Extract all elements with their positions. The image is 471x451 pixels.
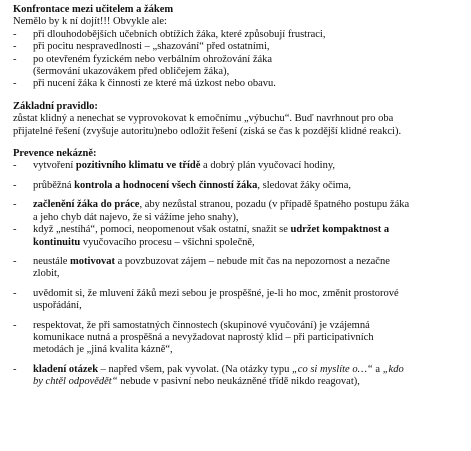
section-prevention bbox=[13, 148, 465, 389]
list-item: - začlenění žáka do práce, aby nezůstal stranou, pozadu (v případě špatného postupu žáka a jeho chyb dát najevo, že si vážíme jeho snahy), bbox=[13, 199, 410, 223]
list-item: - když „nestíhá“, pomoci, neopomenout však ostatní, snažit se udržet kompaktnost a kontinuitu vyučovacího procesu – všichni společně, bbox=[13, 224, 390, 248]
rule-line-1: zůstat klidný a nenechat se vyprovokovat k emočnímu „výbuchu“. Buď navrhnout pro oba bbox=[13, 113, 394, 125]
list-item: - při nucení žáka k činnosti ze které má úzkost nebo obavu. bbox=[13, 78, 276, 90]
list-item: - při pocitu nespravedlnosti – „shazování“ před ostatními, bbox=[13, 41, 270, 53]
list-item-continuation: (šermování ukazovákem před obličejem žáka), bbox=[33, 66, 230, 78]
list-item: - při dlouhodobějších učebních obtížích žáka, které způsobují frustraci, bbox=[13, 28, 326, 40]
list-item: - respektovat, že při samostatných činnostech (skupinové vyučování) je vzájemná komunikace nutná a prospěšná a nevyžadovat naprostý klid – při participativních metodách je „jiná kvalita kázně“, bbox=[13, 319, 374, 356]
document bbox=[13, 4, 465, 389]
section-basic-rule bbox=[13, 101, 465, 138]
section-confrontation bbox=[13, 4, 465, 91]
list-item: - po otevřeném fyzickém nebo verbálním ohrožování žáka bbox=[13, 53, 273, 65]
list-item: - průběžná kontrola a hodnocení všech činností žáka, sledovat žáky očima, bbox=[13, 179, 351, 191]
intro-text: Nemělo by k ní dojít!!! Obvykle ale: bbox=[13, 16, 167, 28]
heading-confrontation: Konfrontace mezi učitelem a žákem bbox=[13, 4, 174, 15]
heading-basic-rule: Základní pravidlo: bbox=[13, 100, 98, 112]
list-item: - uvědomit si, že mluvení žáků mezi sebou je prospěšné, je-li ho moc, změnit prostorové uspořádání, bbox=[13, 287, 399, 312]
list-item: - neustále motivovat a povzbuzovat zájem – nebude mít čas na nepozornost a nezačne zlobit, bbox=[13, 255, 390, 280]
heading-prevention: Prevence nekázně: bbox=[13, 148, 97, 160]
list-item: - kladení otázek – napřed všem, pak vyvolat. (Na otázky typu „co si myslíte o…“ a „kdo by chtěl odpovědět“ nebude v pasivní nebo neukázněné třídě nikdo reagovat), bbox=[13, 363, 404, 388]
rule-line-2: přijatelné řešení (zvyšuje autoritu)nebo odložit řešení (získá se čas k pozdější klidné reakci). bbox=[13, 125, 402, 137]
list-item: - vytvoření pozitivního klimatu ve třídě a dobrý plán vyučovací hodiny, bbox=[13, 160, 336, 172]
